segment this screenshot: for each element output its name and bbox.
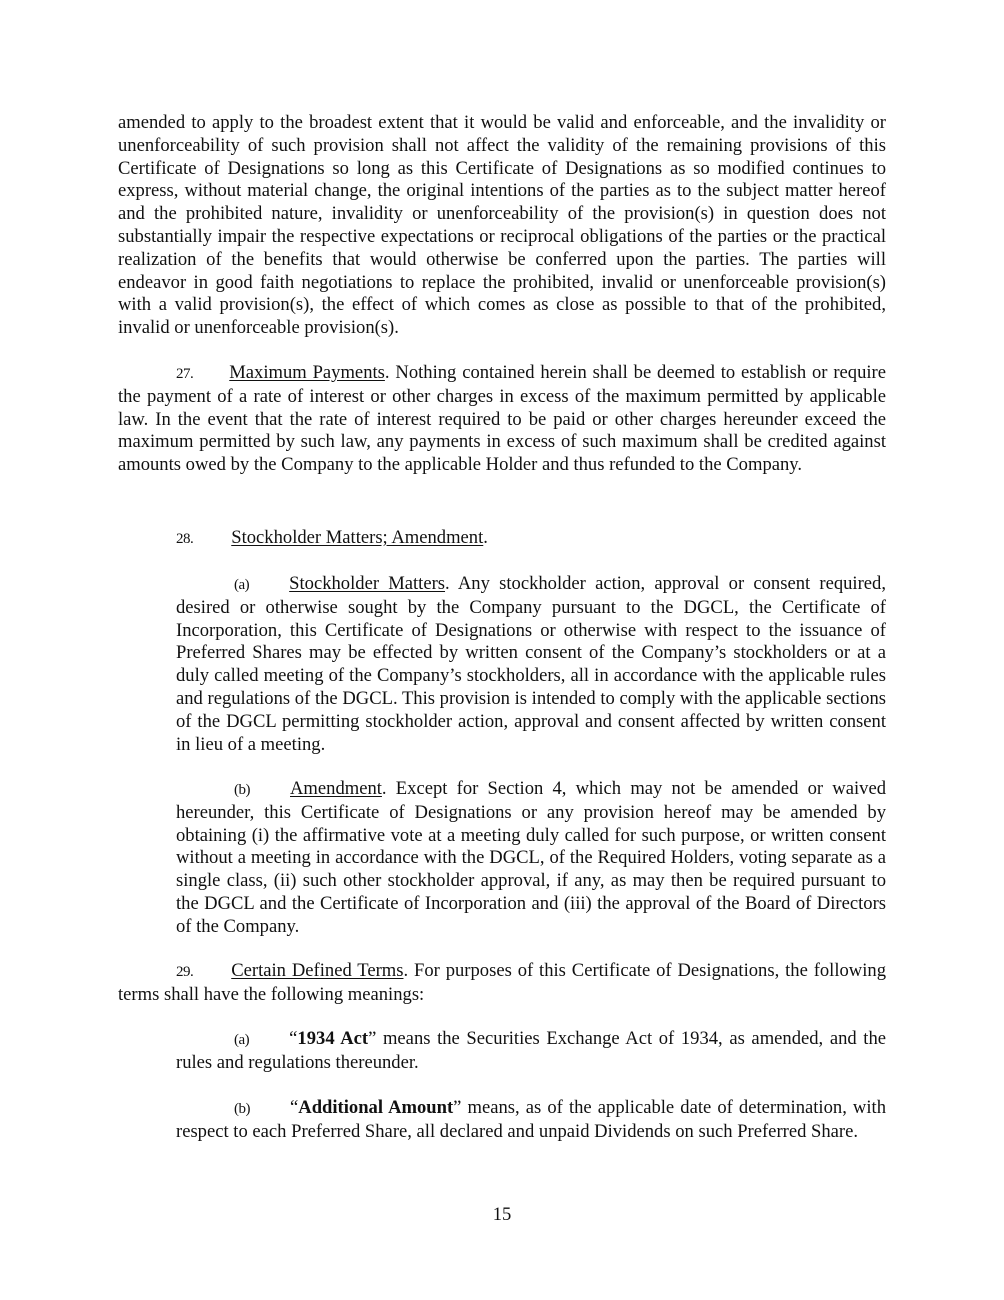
section-27-title: Maximum Payments [229,362,385,383]
section-29-number: 29. [176,964,194,980]
definition-1934-act-label: (a) [234,1032,250,1048]
section-29-title: Certain Defined Terms [231,960,404,981]
section-29-paragraph [118,960,886,1007]
section-28b-paragraph [176,778,886,939]
continuation-paragraph: amended to apply to the broadest extent that it would be valid and enforceable, and the invalidity or unenforceability of such provision shall not affect the validity of the remaining provisions of this Certificate of Designations so long as this Certificate of Designations as so modified continues to express, without material change, the original intentions of the parties as to the subject matter hereof and the prohibited nature, invalidity or unenforceability of the provision(s) in question does not substantially impair the respective expectations or reciprocal obligations of the parties or the practical realization of the benefits that would otherwise be conferred upon the parties. The parties will endeavor in good faith negotiations to replace the prohibited, invalid or unenforceable provision(s) with a valid provision(s), the effect of which comes as close as possible to that of the prohibited, invalid or unenforceable provision(s). [118,112,886,339]
section-29-text: . For purposes of this Certificate of Designations, the following terms shall have the following meanings: [118,960,886,1005]
section-28b-label: (b) [234,782,250,798]
definition-1934-act-text: ” means the Securities Exchange Act of 1934, as amended, and the rules and regulations thereunder. [176,1028,887,1073]
section-28a-paragraph [176,573,886,756]
page-number: 15 [492,1204,512,1225]
definition-additional-amount-open-quote: “ [290,1097,299,1118]
section-27-number: 27. [176,366,194,382]
section-27-text: . Nothing contained herein shall be deemed to establish or require the payment of a rate of interest or other charges in excess of the maximum permitted by applicable law. In the event that the rate of interest required to be paid or other charges hereunder exceed the maximum permitted by such law, any payments in excess of such maximum shall be credited against amounts owed by the Company to the applicable Holder and thus refunded to the Company. [118,362,886,476]
section-28a-title: Stockholder Matters [289,573,446,594]
section-28b-title: Amendment [290,778,382,799]
definition-additional-amount-text: ” means, as of the applicable date of determination, with respect to each Preferred Share, all declared and unpaid Dividends on such Preferred Share. [176,1097,886,1142]
section-28a-text: . Any stockholder action, approval or consent required, desired or otherwise sought by the Company pursuant to the DGCL, the Certificate of Incorporation, this Certificate of Designations or otherwise with respect to the issuance of Preferred Shares may be effected by written consent of the Company’s stockholders or at a duly called meeting of the Company’s stockholders, all in accordance with the applicable rules and regulations of the DGCL. This provision is intended to comply with the applicable sections of the DGCL permitting stockholder action, approval and consent affected by written consent in lieu of a meeting. [176,573,886,755]
definition-additional-amount [176,1097,886,1144]
definition-1934-act-term: 1934 Act [297,1028,369,1049]
section-28-title: Stockholder Matters; Amendment [231,527,484,548]
section-28a-label: (a) [234,577,250,593]
section-27-paragraph [118,362,886,477]
section-28-heading [176,527,488,551]
section-28-title-suffix: . [483,527,488,548]
definition-1934-act-open-quote: “ [289,1028,298,1049]
definition-additional-amount-label: (b) [234,1101,250,1117]
section-28b-text: . Except for Section 4, which may not be amended or waived hereunder, this Certificate of Designations or any provision hereof may be amended by obtaining (i) the affirmative vote at a meeting duly called for such purpose, or written consent without a meeting in accordance with the DGCL, of the Required Holders, voting separate as a single class, (ii) such other stockholder approval, if any, as may then be required pursuant to the DGCL and the Certificate of Incorporation and (iii) the approval of the Board of Directors of the Company. [176,778,886,937]
definition-1934-act [176,1028,886,1075]
definition-additional-amount-term: Additional Amount [298,1097,454,1118]
section-28-number: 28. [176,531,194,547]
